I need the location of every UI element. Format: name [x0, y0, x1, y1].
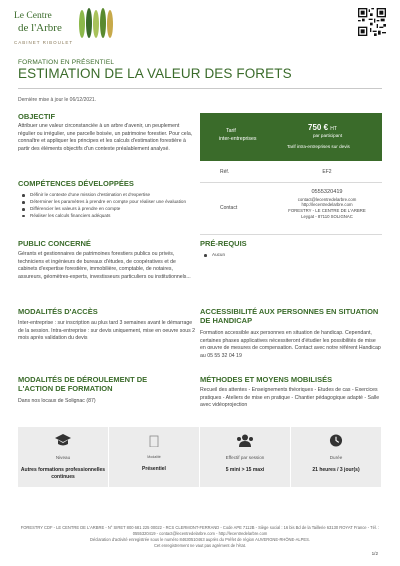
qr-code-icon: [358, 8, 386, 36]
footer: [18, 525, 382, 549]
contact-phone[interactable]: 0555320419: [311, 189, 343, 195]
reference-row: [200, 161, 382, 183]
building-icon: [146, 434, 162, 447]
contact-row: [200, 183, 382, 235]
list-item: Définir le contexte d'une mission d'estimation et d'expertise: [20, 192, 196, 199]
objectif-heading: OBJECTIF: [18, 112, 56, 121]
per-participant-label: par participant: [313, 133, 343, 138]
contact-website-link[interactable]: http://lecentredelarbre.com: [301, 202, 353, 208]
group-size-tile: [200, 427, 291, 487]
methodes-text: Recueil des attentes - Enseignements théoriques - Etudes de cas - Exercices pratiques - Ateliers de mise en pratique - Chantier pédagogique adapté - Salle avec vidéoprojection: [200, 387, 380, 409]
public-heading: PUBLIC CONCERNÉ: [18, 239, 91, 248]
handicap-text: Formation accessible aux personnes en situation de handicap. Cependant, certaines phases applicatives nécessiteront d'étudier les possibilités de mise en œuvre de mesures de compensation. Contact avec notre référent Handicap au 05 55 32 04 19: [200, 330, 381, 359]
modalites-acces-heading: MODALITÉS D'ACCÈS: [18, 307, 98, 316]
contact-label: Contact: [220, 205, 238, 211]
trees-icon: [76, 8, 116, 40]
contact-organization: FORESTRY - LE CENTRE DE L'ARBRE: [288, 208, 366, 214]
group-size-value: 5 mini > 15 maxi: [225, 467, 265, 473]
clock-icon: [329, 434, 343, 447]
level-value: Autres formations professionnelles continues: [20, 467, 106, 480]
objectif-text: Attribuer une valeur circonstanciée à un arbre d'avenir, un peuplement régulier ou irrégulier, une parcelle boisée, un patrimoine forestier. Pour cela, connaître et appliquer les principes et les calculs d'estimation forestière à partir des éléments objectifs d'un contexte préalablement analysé.: [18, 123, 193, 152]
duration-label: Durée: [329, 455, 343, 460]
competences-list: [20, 192, 196, 220]
list-item: Réaliser les calculs financiers adéquats: [20, 213, 196, 220]
competences-heading: COMPÉTENCES DÉVELOPPÉES: [18, 179, 134, 188]
contact-details: [276, 189, 378, 220]
tarif-sub-label: inter-entreprises: [219, 136, 257, 142]
contact-city: Leygat - 87110 SOLIGNAC: [301, 213, 353, 219]
intra-price-note: Tarif intra-entreprises sur devis: [287, 144, 350, 149]
deroulement-text: Dans nos locaux de Solignac (87): [18, 398, 96, 404]
info-table: [200, 113, 382, 235]
tarif-row: [200, 113, 382, 161]
tarif-label: Tarif: [226, 128, 236, 134]
reference-label: Réf.: [220, 169, 230, 175]
company-logo: [14, 8, 114, 48]
footer-disclaimer: Cet enregistrement ne vaut pas agrément de l'état.: [153, 542, 247, 548]
logo-line-3: CABINET RIBOULET: [14, 40, 74, 45]
key-facts-strip: [18, 427, 382, 487]
title-divider: [18, 88, 382, 89]
format-kicker: FORMATION EN PRÉSENTIEL: [18, 59, 115, 66]
logo-line-2: de l'Arbre: [18, 22, 62, 34]
last-updated: Dernière mise à jour le 06/12/2021.: [18, 97, 97, 103]
list-item: Différencier les valeurs à prendre en compte: [20, 206, 196, 213]
graduation-cap-icon: [55, 434, 71, 447]
contact-email-link[interactable]: contact@lecentredelarbre.com: [297, 196, 357, 202]
page-title: ESTIMATION DE LA VALEUR DES FORETS: [18, 66, 292, 81]
level-label: Niveau: [55, 455, 71, 460]
duration-value: 21 heures / 3 jour(s): [312, 467, 360, 473]
logo-line-1: Le Centre: [14, 11, 52, 21]
modality-value: Présentiel: [142, 466, 166, 472]
footer-declaration: Déclaration d'activité enregistrée sous le numéro 84630510463 auprès du Préfet de région AUVERGNE-RHÔNE-ALPES.: [90, 536, 310, 542]
group-icon: [236, 434, 254, 447]
footer-company-info: FORESTRY CDF - LE CENTRE DE L'ARBRE - N° SIRET 800 681 225 00022 - RCS CLERMONT-FERRAND - Code APE 7112B - Siège social : 16 bis Bd de la Taillerie 63130 ROYAT France - Tél. : 0555320419 - contact@lecentredelarbre.com - http://lecentredelarbre.com: [20, 525, 380, 536]
modality-tile: [109, 427, 200, 487]
group-size-label: Effectif par session: [225, 455, 265, 460]
methodes-heading: MÉTHODES ET MOYENS MOBILISÉS: [200, 375, 333, 384]
modality-label: Modalité: [147, 455, 161, 459]
price-value: 750 € HT: [308, 123, 337, 132]
duration-tile: [291, 427, 382, 487]
deroulement-heading: MODALITÉS DE DÉROULEMENT DE L'ACTION DE FORMATION: [18, 375, 148, 393]
list-item: Déterminer les paramètres à prendre en compte pour réaliser une évaluation: [20, 199, 196, 206]
modalites-acces-text: Inter-entreprise : sur inscription au plus tard 3 semaines avant le démarrage de la session. Intra-entreprise : sur devis uniquement, mise en oeuvre sous 2 mois après validation du devis: [18, 320, 196, 342]
level-tile: [18, 427, 109, 487]
prerequis-list: [202, 252, 378, 259]
list-item: Aucun: [202, 252, 378, 259]
page-number: 1/2: [371, 551, 378, 556]
prerequis-heading: PRÉ-REQUIS: [200, 239, 247, 248]
reference-value: EF2: [322, 169, 332, 175]
handicap-heading: ACCESSIBILITÉ AUX PERSONNES EN SITUATION DE HANDICAP: [200, 307, 379, 325]
public-text: Gérants et gestionnaires de patrimoines forestiers publics ou privés, techniciens et ingénieurs de bureaux d'études, de coopératives et de cabinets d'expertise forestière, immobilière, comptable, de notaires, assureurs, géomètres-experts, investisseurs particuliers ou institutionnels...: [18, 251, 191, 280]
